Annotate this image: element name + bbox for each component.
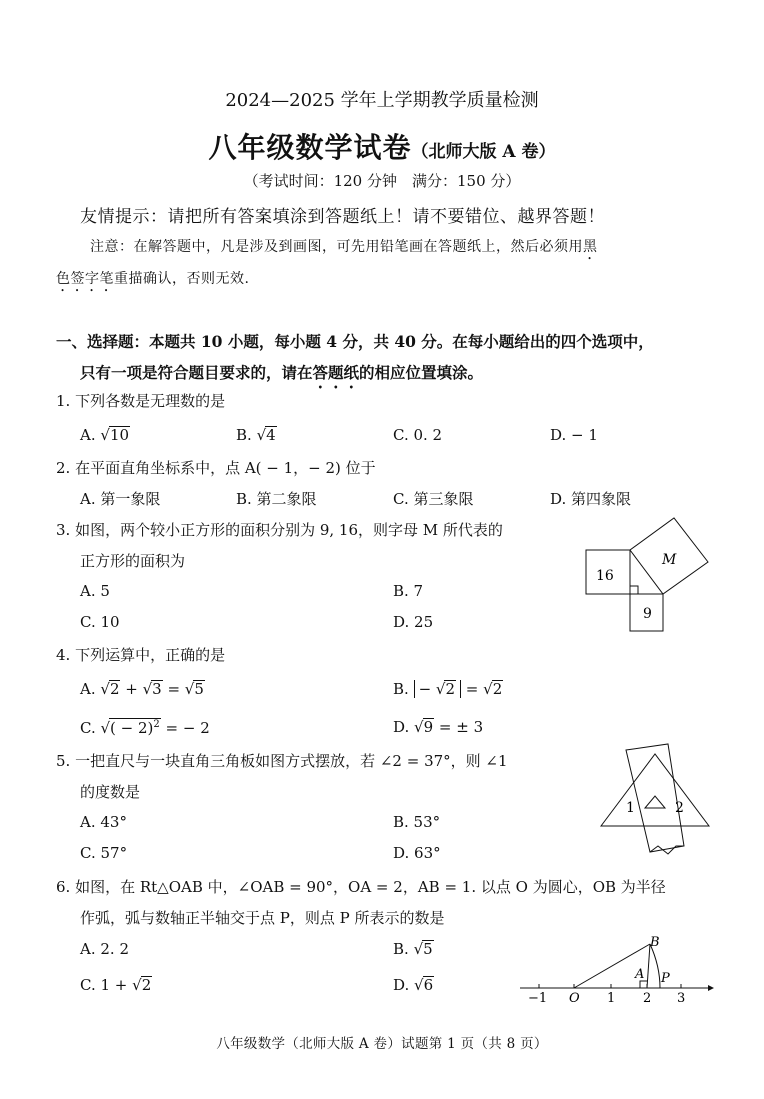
question-5-stem: 5. 一把直尺与一块直角三角板如图方式摆放，若 ∠2 = 37°，则 ∠1 xyxy=(56,752,508,770)
radicand: 2 xyxy=(141,976,152,994)
exam-title xyxy=(0,126,764,166)
equation-result: = − 2 xyxy=(160,719,210,737)
label-m: M xyxy=(662,552,677,568)
exponent: 2 xyxy=(153,719,160,730)
q5-option-d[interactable]: D. 63° xyxy=(393,844,441,862)
label-9: 9 xyxy=(643,606,652,622)
q3-option-d[interactable]: D. 25 xyxy=(393,613,434,631)
equation-result: = ± 3 xyxy=(434,718,484,736)
radicand: 2 xyxy=(445,680,456,698)
label-16: 16 xyxy=(596,568,614,584)
point-b-label: B xyxy=(650,935,660,950)
radicand-base: ( − 2) xyxy=(110,719,154,737)
question-2-stem: 2. 在平面直角坐标系中，点 A( − 1，− 2) 位于 xyxy=(56,459,376,477)
option-label: D. xyxy=(393,976,410,994)
note-emphasis-pen: 色签字笔 xyxy=(56,271,114,287)
option-label: D. xyxy=(393,718,410,736)
section-heading-2 xyxy=(80,361,483,392)
section-text-b: 的相应位置填涂。 xyxy=(359,363,484,382)
exam-title-main: 八年级数学试卷 xyxy=(208,131,412,164)
q6-option-b[interactable]: B. √5 xyxy=(393,940,433,958)
question-1-stem: 1. 下列各数是无理数的是 xyxy=(56,392,226,410)
right-angle-mark-a xyxy=(640,981,647,988)
q5-option-b[interactable]: B. 53° xyxy=(393,813,441,831)
q6-option-a[interactable]: A. 2. 2 xyxy=(80,940,129,958)
exam-title-edition: （北师大版 A 卷） xyxy=(411,142,556,162)
radicand: 10 xyxy=(109,426,130,444)
option-label: B. xyxy=(393,680,409,698)
section-heading: 一、选择题：本题共 10 小题，每小题 4 分，共 40 分。在每小题给出的四个选项中， xyxy=(56,332,654,351)
q3-option-c[interactable]: C. 10 xyxy=(80,613,120,631)
q3-option-a[interactable]: A. 5 xyxy=(80,582,110,600)
tick-label-3: 3 xyxy=(677,991,686,1006)
option-label: C. 1 + xyxy=(80,976,128,994)
q2-option-d[interactable]: D. 第四象限 xyxy=(550,490,632,508)
question-6-stem-cont: 作弧，弧与数轴正半轴交于点 P，则点 P 所表示的数是 xyxy=(80,909,445,927)
absolute-value: − √2 xyxy=(414,680,461,698)
exam-year-line: 2024—2025 学年上学期教学质量检测 xyxy=(225,90,539,111)
q2-option-a[interactable]: A. 第一象限 xyxy=(80,490,161,508)
radicand: 3 xyxy=(152,680,162,698)
q1-option-a[interactable]: A. √10 xyxy=(80,426,130,444)
q1-option-d[interactable]: D. − 1 xyxy=(550,426,598,444)
point-a-label: A xyxy=(635,967,645,982)
note-text-1: 注意：在解答题中，凡是涉及到画图，可先用铅笔画在答题纸上，然后必须用 xyxy=(90,239,583,255)
radicand: 6 xyxy=(423,976,434,994)
radicand: 9 xyxy=(423,718,434,736)
exam-time-line: （考试时间：120 分钟 满分：150 分） xyxy=(243,172,521,190)
question-4-stem: 4. 下列运算中，正确的是 xyxy=(56,646,226,664)
note-line-2 xyxy=(56,268,249,295)
q3-option-b[interactable]: B. 7 xyxy=(393,582,424,600)
option-label: A. xyxy=(80,426,96,444)
q4-option-b[interactable]: B. − √2 = √2 xyxy=(393,680,503,698)
q6-option-d[interactable]: D. √6 xyxy=(393,976,434,994)
option-label: C. xyxy=(80,719,96,737)
section-text-a: 只有一项是符合题目要求的，请在 xyxy=(80,363,313,382)
option-label: B. xyxy=(393,940,409,958)
axis-arrow xyxy=(708,985,714,991)
tick-label-2: 2 xyxy=(643,991,652,1006)
question-5-stem-cont: 的度数是 xyxy=(80,783,141,801)
arc-bp xyxy=(650,944,660,988)
radicand: 4 xyxy=(266,426,276,444)
segment-ab xyxy=(647,944,650,988)
q3-squares-figure xyxy=(580,520,720,640)
radicand: 5 xyxy=(194,680,204,698)
ruler xyxy=(626,744,684,852)
page-footer: 八年级数学（北师大版 A 卷）试题第 1 页（共 8 页） xyxy=(216,1036,548,1052)
angle-2-label: 2 xyxy=(675,800,684,816)
tick-label-minus1: −1 xyxy=(528,991,548,1006)
radicand xyxy=(109,718,161,737)
radicand: 5 xyxy=(423,940,433,958)
q5-option-a[interactable]: A. 43° xyxy=(80,813,127,831)
q1-option-c[interactable]: C. 0. 2 xyxy=(393,426,443,444)
radicand: 2 xyxy=(492,680,503,698)
q2-option-c[interactable]: C. 第三象限 xyxy=(393,490,474,508)
section-emphasis: 答题纸 xyxy=(312,363,360,382)
q6-number-line-figure xyxy=(514,930,714,1004)
question-3-stem-cont: 正方形的面积为 xyxy=(80,552,186,570)
q2-option-b[interactable]: B. 第二象限 xyxy=(236,490,317,508)
point-p-label: P xyxy=(661,971,670,986)
note-text-2: 重描确认，否则无效. xyxy=(114,271,250,287)
note-emphasis-black: 黑 xyxy=(583,239,598,255)
set-square-inner xyxy=(645,796,665,808)
point-o-label: O xyxy=(569,991,580,1006)
right-angle-mark xyxy=(630,586,638,594)
note-line-1 xyxy=(90,236,598,263)
tick-label-1: 1 xyxy=(607,991,616,1006)
question-6-stem: 6. 如图，在 Rt△OAB 中，∠OAB = 90°，OA = 2，AB = 1. 以点 O 为圆心，OB 为半径 xyxy=(56,878,666,896)
q4-option-a[interactable]: A. √2 + √3 = √5 xyxy=(80,680,204,698)
q5-ruler-triangle-figure xyxy=(598,742,712,860)
angle-1-label: 1 xyxy=(626,800,635,816)
q6-option-c[interactable]: C. 1 + √2 xyxy=(80,976,152,994)
radicand: 2 xyxy=(109,680,120,698)
q4-option-d[interactable]: D. √9 = ± 3 xyxy=(393,718,484,736)
q1-option-b[interactable]: B. √4 xyxy=(236,426,276,444)
question-3-stem: 3. 如图，两个较小正方形的面积分别为 9, 16，则字母 M 所代表的 xyxy=(56,521,503,539)
friendly-tip: 友情提示：请把所有答案填涂到答题纸上！请不要错位、越界答题！ xyxy=(80,207,605,227)
q5-option-c[interactable]: C. 57° xyxy=(80,844,128,862)
q4-option-c[interactable]: C. √( − 2)$^2$ = − 2 xyxy=(80,719,210,737)
option-label: A. xyxy=(80,680,96,698)
set-square xyxy=(601,754,709,826)
option-label: B. xyxy=(236,426,252,444)
